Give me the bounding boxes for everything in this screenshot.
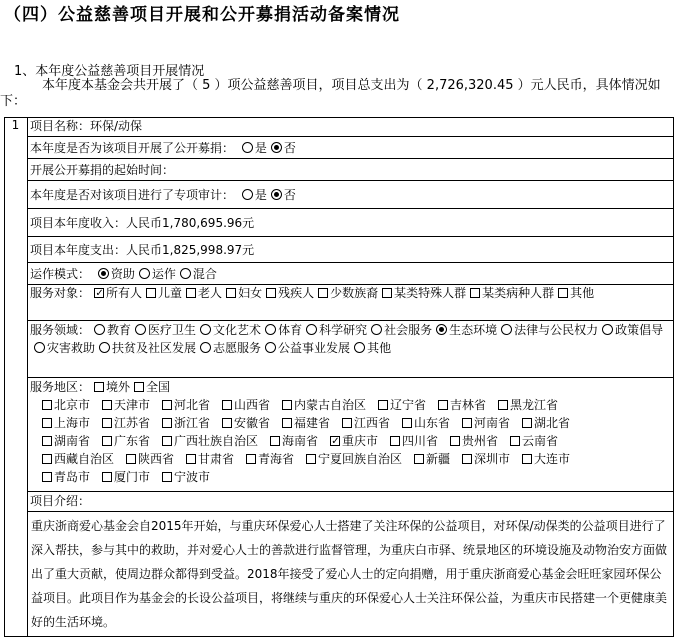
service-targets-row bbox=[28, 285, 674, 321]
radio-option[interactable] bbox=[200, 324, 211, 335]
region-label: 贵州省 bbox=[462, 434, 499, 448]
region-checkbox[interactable] bbox=[414, 454, 424, 464]
region-label: 河南省 bbox=[474, 416, 511, 430]
region-label: 宁波市 bbox=[174, 470, 211, 484]
region-label: 深圳市 bbox=[474, 452, 511, 466]
region-line bbox=[30, 468, 672, 486]
region-checkbox[interactable] bbox=[162, 418, 172, 428]
region-label: 海南省 bbox=[282, 434, 319, 448]
region-checkbox[interactable] bbox=[42, 400, 52, 410]
radio-option[interactable] bbox=[602, 324, 613, 335]
region-label: 湖北省 bbox=[534, 416, 571, 430]
radio-option[interactable] bbox=[271, 189, 282, 200]
radio-option[interactable] bbox=[99, 342, 110, 353]
radio-option-label: 混合 bbox=[192, 267, 217, 281]
region-checkbox[interactable] bbox=[222, 400, 232, 410]
checkbox[interactable] bbox=[134, 382, 144, 392]
project-name: 项目名称：环保/动保 bbox=[28, 117, 674, 137]
region-checkbox[interactable] bbox=[102, 436, 112, 446]
region-label: 北京市 bbox=[54, 398, 91, 412]
region-label: 甘肃省 bbox=[198, 452, 235, 466]
region-label: 河北省 bbox=[174, 398, 211, 412]
region-checkbox[interactable] bbox=[438, 400, 448, 410]
region-label: 山东省 bbox=[414, 416, 451, 430]
radio-option[interactable] bbox=[265, 342, 276, 353]
description-label: 项目介绍： bbox=[28, 492, 674, 512]
region-checkbox[interactable] bbox=[162, 472, 172, 482]
checkbox-label: 某类病种人群 bbox=[482, 286, 555, 300]
region-checkbox[interactable] bbox=[450, 436, 460, 446]
radio-option[interactable] bbox=[242, 189, 253, 200]
region-label: 湖南省 bbox=[54, 434, 91, 448]
checkbox-label: 妇女 bbox=[238, 286, 263, 300]
intro-summary: 本年度本基金会共开展了（ 5 ）项公益慈善项目，项目总支出为（ 2,726,320.45 ）元人民币，具体情况如下： bbox=[0, 78, 661, 109]
radio-option[interactable] bbox=[371, 324, 382, 335]
checkbox[interactable] bbox=[382, 288, 392, 298]
region-label: 上海市 bbox=[54, 416, 91, 430]
radio-option-label: 扶贫及社区发展 bbox=[112, 341, 197, 355]
region-label: 广西壮族自治区 bbox=[174, 434, 259, 448]
radio-option-label: 是 bbox=[254, 141, 267, 155]
region-checkbox[interactable] bbox=[282, 418, 292, 428]
radio-option[interactable] bbox=[139, 268, 150, 279]
radio-option[interactable] bbox=[501, 324, 512, 335]
radio-option[interactable] bbox=[94, 324, 105, 335]
region-checkbox[interactable] bbox=[330, 436, 340, 446]
checkbox-label: 所有人 bbox=[106, 286, 143, 300]
region-checkbox[interactable] bbox=[102, 418, 112, 428]
radio-option[interactable] bbox=[306, 324, 317, 335]
region-label: 四川省 bbox=[402, 434, 439, 448]
service-fields-label: 服务领域： bbox=[30, 323, 91, 337]
service-areas bbox=[28, 378, 674, 492]
radio-option-label: 是 bbox=[254, 188, 267, 202]
region-label: 江西省 bbox=[354, 416, 391, 430]
checkbox[interactable] bbox=[226, 288, 236, 298]
region-line bbox=[30, 414, 672, 432]
region-checkbox[interactable] bbox=[390, 436, 400, 446]
project-expense: 项目本年度支出：人民币1,825,998.97元 bbox=[28, 237, 674, 263]
region-checkbox[interactable] bbox=[402, 418, 412, 428]
checkbox-label: 儿童 bbox=[158, 286, 183, 300]
region-checkbox[interactable] bbox=[186, 454, 196, 464]
radio-option[interactable] bbox=[200, 342, 211, 353]
region-checkbox[interactable] bbox=[246, 454, 256, 464]
region-checkbox[interactable] bbox=[126, 454, 136, 464]
region-checkbox[interactable] bbox=[270, 436, 280, 446]
region-checkbox[interactable] bbox=[222, 418, 232, 428]
checkbox[interactable] bbox=[146, 288, 156, 298]
region-label: 宁夏回族自治区 bbox=[318, 452, 403, 466]
region-label: 青岛市 bbox=[54, 470, 91, 484]
region-label: 厦门市 bbox=[114, 470, 151, 484]
region-checkbox[interactable] bbox=[42, 454, 52, 464]
special-audit-row bbox=[28, 181, 674, 209]
checkbox[interactable] bbox=[266, 288, 276, 298]
radio-option-label: 志愿服务 bbox=[213, 341, 262, 355]
region-label: 江苏省 bbox=[114, 416, 151, 430]
radio-option[interactable] bbox=[34, 342, 45, 353]
region-label: 安徽省 bbox=[234, 416, 271, 430]
service-fields-row bbox=[28, 321, 674, 378]
radio-option[interactable] bbox=[354, 342, 365, 353]
checkbox-label: 境外 bbox=[106, 380, 131, 394]
checkbox[interactable] bbox=[186, 288, 196, 298]
checkbox-label: 残疾人 bbox=[278, 286, 315, 300]
row-index: 1 bbox=[4, 117, 28, 637]
radio-option-label: 政策倡导 bbox=[615, 323, 664, 337]
region-checkbox[interactable] bbox=[522, 418, 532, 428]
checkbox[interactable] bbox=[94, 288, 104, 298]
radio-option-label: 资助 bbox=[110, 267, 135, 281]
checkbox-label: 某类特殊人群 bbox=[394, 286, 467, 300]
region-checkbox[interactable] bbox=[162, 400, 172, 410]
region-checkbox[interactable] bbox=[102, 472, 112, 482]
region-label: 广东省 bbox=[114, 434, 151, 448]
radio-option[interactable] bbox=[265, 324, 276, 335]
radio-option-label: 社会服务 bbox=[384, 323, 433, 337]
region-checkbox[interactable] bbox=[522, 454, 532, 464]
intro-heading: 1、本年度公益慈善项目开展情况 bbox=[14, 64, 205, 79]
region-label: 云南省 bbox=[522, 434, 559, 448]
checkbox-label: 其他 bbox=[570, 286, 595, 300]
radio-option[interactable] bbox=[180, 268, 191, 279]
radio-option[interactable] bbox=[98, 268, 109, 279]
radio-option-label: 文化艺术 bbox=[213, 323, 262, 337]
radio-option[interactable] bbox=[135, 324, 146, 335]
region-label: 山西省 bbox=[234, 398, 271, 412]
section-title: （四）公益慈善项目开展和公开募捐活动备案情况 bbox=[4, 5, 400, 25]
radio-option-label: 公益事业发展 bbox=[278, 341, 351, 355]
radio-option-label: 灾害救助 bbox=[47, 341, 96, 355]
checkbox[interactable] bbox=[470, 288, 480, 298]
region-label: 浙江省 bbox=[174, 416, 211, 430]
radio-option[interactable] bbox=[436, 324, 447, 335]
service-areas-top bbox=[30, 378, 672, 396]
region-checkbox[interactable] bbox=[162, 436, 172, 446]
region-checkbox[interactable] bbox=[306, 454, 316, 464]
service-areas-label: 服务地区： bbox=[30, 380, 91, 394]
region-label: 内蒙古自治区 bbox=[294, 398, 367, 412]
region-label: 福建省 bbox=[294, 416, 331, 430]
service-targets-label: 服务对象： bbox=[30, 286, 91, 300]
region-checkbox[interactable] bbox=[42, 436, 52, 446]
region-checkbox[interactable] bbox=[378, 400, 388, 410]
region-checkbox[interactable] bbox=[498, 400, 508, 410]
radio-option-label: 法律与公民权力 bbox=[514, 323, 599, 337]
region-checkbox[interactable] bbox=[102, 400, 112, 410]
public-fundraising-label: 本年度是否为该项目开展了公开募捐： bbox=[30, 141, 235, 155]
special-audit-label: 本年度是否对该项目进行了专项审计： bbox=[30, 188, 235, 202]
region-label: 吉林省 bbox=[450, 398, 487, 412]
radio-option-label: 否 bbox=[283, 141, 296, 155]
region-checkbox[interactable] bbox=[510, 436, 520, 446]
region-label: 新疆 bbox=[426, 452, 451, 466]
radio-option[interactable] bbox=[271, 142, 282, 153]
region-label: 重庆市 bbox=[342, 434, 379, 448]
checkbox-label: 少数族裔 bbox=[330, 286, 379, 300]
public-fundraising-row bbox=[28, 137, 674, 159]
region-checkbox[interactable] bbox=[462, 454, 472, 464]
checkbox[interactable] bbox=[318, 288, 328, 298]
region-line bbox=[30, 432, 672, 450]
checkbox[interactable] bbox=[94, 382, 104, 392]
region-label: 天津市 bbox=[114, 398, 151, 412]
project-description: 重庆浙商爱心基金会自2015年开始，与重庆环保爱心人士搭建了关注环保的公益项目，对环保/动保类的公益项目进行了深入帮扶，参与其中的救助，并对爱心人士的善款进行监督管理，为重庆白市驿、统景地区的环境设施及动物治安方面做出了重大贡献，使周边群众都得到受益。2018年接受了爱心人士的定向捐赠，用于重庆浙商爱心基金会旺旺家园环保公益项目。此项目作为基金会的长设公益项目，将继续与重庆的环保爱心人士关注环保公益，为重庆市民搭建一个更健康美好的生活环境。 bbox=[31, 519, 668, 629]
radio-option-label: 运作 bbox=[151, 267, 176, 281]
region-label: 西藏自治区 bbox=[54, 452, 115, 466]
region-label: 辽宁省 bbox=[390, 398, 427, 412]
checkbox-label: 老人 bbox=[198, 286, 223, 300]
project-income: 项目本年度收入：人民币1,780,695.96元 bbox=[28, 209, 674, 237]
radio-option-label: 体育 bbox=[278, 323, 303, 337]
operation-mode-row bbox=[28, 263, 674, 285]
region-line bbox=[30, 396, 672, 414]
region-label: 大连市 bbox=[534, 452, 571, 466]
region-checkbox[interactable] bbox=[282, 400, 292, 410]
region-label: 青海省 bbox=[258, 452, 295, 466]
region-checkbox[interactable] bbox=[342, 418, 352, 428]
region-checkbox[interactable] bbox=[42, 472, 52, 482]
checkbox[interactable] bbox=[558, 288, 568, 298]
radio-option-label: 否 bbox=[283, 188, 296, 202]
radio-option-label: 其他 bbox=[367, 341, 392, 355]
fundraising-start-time: 开展公开募捐的起始时间： bbox=[28, 159, 674, 181]
radio-option-label: 生态环境 bbox=[449, 323, 498, 337]
checkbox-label: 全国 bbox=[146, 380, 171, 394]
radio-option-label: 教育 bbox=[107, 323, 132, 337]
radio-option-label: 科学研究 bbox=[319, 323, 368, 337]
region-label: 黑龙江省 bbox=[510, 398, 559, 412]
region-line bbox=[30, 450, 672, 468]
radio-option[interactable] bbox=[242, 142, 253, 153]
region-checkbox[interactable] bbox=[462, 418, 472, 428]
operation-mode-label: 运作模式： bbox=[30, 267, 91, 281]
region-checkbox[interactable] bbox=[42, 418, 52, 428]
radio-option-label: 医疗卫生 bbox=[148, 323, 197, 337]
region-label: 陕西省 bbox=[138, 452, 175, 466]
